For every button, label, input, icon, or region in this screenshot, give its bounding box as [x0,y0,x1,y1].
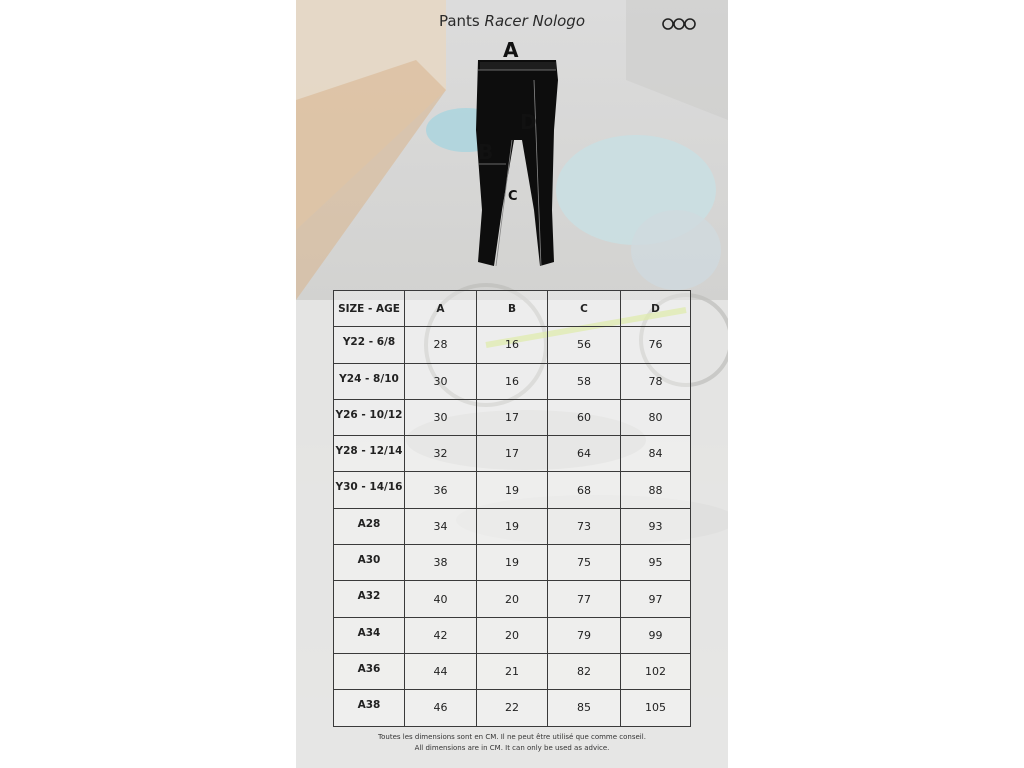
header-size-age: SIZE - AGE [334,291,405,327]
value-b: 17 [477,399,548,435]
value-b: 19 [477,508,548,544]
value-d: 93 [621,508,691,544]
table-row [334,690,691,726]
measure-label-c: C [508,189,518,204]
value-a: 36 [405,472,477,508]
footnote-english: All dimensions are in CM. It can only be used as advice. [414,744,610,752]
value-d: 76 [621,327,691,363]
value-d: 88 [621,472,691,508]
size-cell: Y22 - 6/8 [334,327,405,363]
value-a: 40 [405,581,477,617]
value-a: 42 [405,617,477,653]
value-d: 80 [621,399,691,435]
value-c: 82 [548,653,621,689]
table-row [334,653,691,689]
value-d: 102 [621,653,691,689]
measure-label-d: D [520,110,537,134]
table-row [334,327,691,363]
value-c: 85 [548,690,621,726]
table-row [334,436,691,472]
value-b: 19 [477,545,548,581]
table-row [334,545,691,581]
table-row [334,472,691,508]
value-c: 58 [548,363,621,399]
size-cell: Y30 - 14/16 [334,472,405,508]
size-cell: A34 [334,617,405,653]
value-b: 20 [477,581,548,617]
title-italic: Racer Nologo [484,12,585,30]
value-c: 60 [548,399,621,435]
size-cell: Y28 - 12/14 [334,436,405,472]
value-a: 30 [405,399,477,435]
value-d: 99 [621,617,691,653]
value-c: 79 [548,617,621,653]
size-cell: A36 [334,653,405,689]
size-cell: A30 [334,545,405,581]
value-c: 64 [548,436,621,472]
value-c: 77 [548,581,621,617]
size-cell: A32 [334,581,405,617]
size-cell: A38 [334,690,405,726]
header-b: B [477,291,548,327]
brand-loops-icon [662,17,696,31]
value-b: 19 [477,472,548,508]
table-header-row [334,291,691,327]
value-a: 46 [405,690,477,726]
size-cell: Y26 - 10/12 [334,399,405,435]
size-cell: Y24 - 8/10 [334,363,405,399]
value-d: 78 [621,363,691,399]
measure-label-b: B [478,140,494,164]
value-a: 28 [405,327,477,363]
value-b: 17 [477,436,548,472]
table-row [334,363,691,399]
value-a: 32 [405,436,477,472]
value-d: 97 [621,581,691,617]
value-d: 84 [621,436,691,472]
table-row [334,581,691,617]
value-c: 68 [548,472,621,508]
value-a: 44 [405,653,477,689]
title-regular: Pants [438,12,485,30]
table-row [334,617,691,653]
value-c: 75 [548,545,621,581]
footnote-french: Toutes les dimensions sont en CM. Il ne peut être utilisé que comme conseil. [378,733,646,741]
value-a: 38 [405,545,477,581]
value-a: 30 [405,363,477,399]
value-d: 105 [621,690,691,726]
value-c: 56 [548,327,621,363]
value-d: 95 [621,545,691,581]
value-b: 22 [477,690,548,726]
table-row [334,399,691,435]
pants-illustration [456,40,576,275]
value-b: 16 [477,363,548,399]
value-b: 21 [477,653,548,689]
header-d: D [621,291,691,327]
table-row [334,508,691,544]
header-c: C [548,291,621,327]
size-table [333,290,691,727]
value-b: 20 [477,617,548,653]
header-a: A [405,291,477,327]
value-b: 16 [477,327,548,363]
value-c: 73 [548,508,621,544]
size-chart-card [296,0,728,768]
measure-label-a: A [503,38,519,62]
size-cell: A28 [334,508,405,544]
value-a: 34 [405,508,477,544]
